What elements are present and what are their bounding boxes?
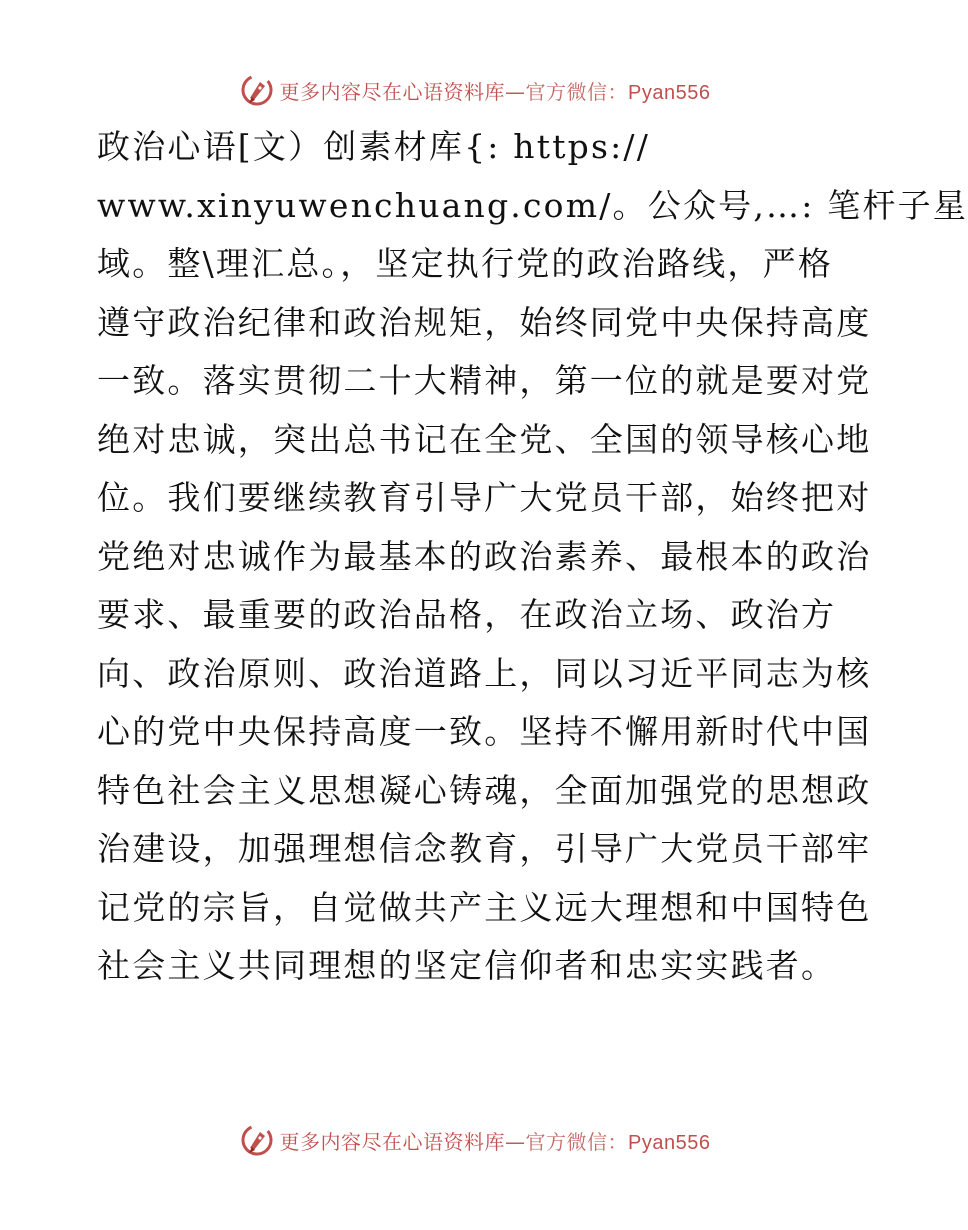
body-line: 治建设，加强理想信念教育，引导广大党员干部牢 (97, 829, 872, 868)
pen-nib-logo-icon (240, 1123, 274, 1157)
banner-separator: — (505, 1129, 526, 1154)
banner-wechat-id: Pyan556 (628, 81, 711, 104)
body-line: 政治心语[文）创素材库{: https:// (97, 127, 651, 166)
body-line: 党绝对忠诚作为最基本的政治素养、最根本的政治 (97, 536, 872, 576)
body-line: 记党的宗旨，自觉做共产主义远大理想和中国特色 (97, 887, 872, 927)
header-banner (0, 70, 950, 110)
banner-main-text: 更多内容尽在心语资料库 (279, 79, 506, 104)
body-line: 社会主义共同理想的坚定信仰者和忠实实践者。 (97, 946, 837, 985)
body-line: 域。整\理汇总。，坚定执行党的政治路线，严格 (97, 244, 834, 283)
banner-main-text: 更多内容尽在心语资料库 (279, 1129, 506, 1154)
banner-text (280, 76, 711, 105)
banner-wechat-label: 官方微信： (525, 79, 629, 104)
banner-wechat-label: 官方微信： (525, 1129, 629, 1154)
body-line: 一致。落实贯彻二十大精神，第一位的就是要对党 (97, 361, 872, 400)
banner-separator: — (505, 79, 526, 104)
pen-nib-logo-icon (240, 73, 274, 107)
body-line: 向、政治原则、政治道路上，同以习近平同志为核 (97, 653, 872, 693)
banner-text (280, 1126, 711, 1155)
body-line: 绝对忠诚，突出总书记在全党、全国的领导核心地 (97, 419, 872, 459)
body-line: 位。我们要继续教育引导广大党员干部，始终把对 (97, 478, 872, 517)
document-body (97, 118, 968, 996)
body-line: 要求、最重要的政治品格，在政治立场、政治方 (97, 595, 837, 634)
body-line: 遵守政治纪律和政治规矩，始终同党中央保持高度 (97, 302, 872, 342)
body-line: 特色社会主义思想凝心铸魂，全面加强党的思想政 (97, 770, 872, 810)
footer-banner (0, 1120, 950, 1160)
body-line: www.xinyuwenchuang.com/。公众号,…: 笔杆子星 (97, 185, 968, 225)
banner-wechat-id: Pyan556 (628, 1131, 711, 1154)
body-line: 心的党中央保持高度一致。坚持不懈用新时代中国 (97, 712, 872, 751)
